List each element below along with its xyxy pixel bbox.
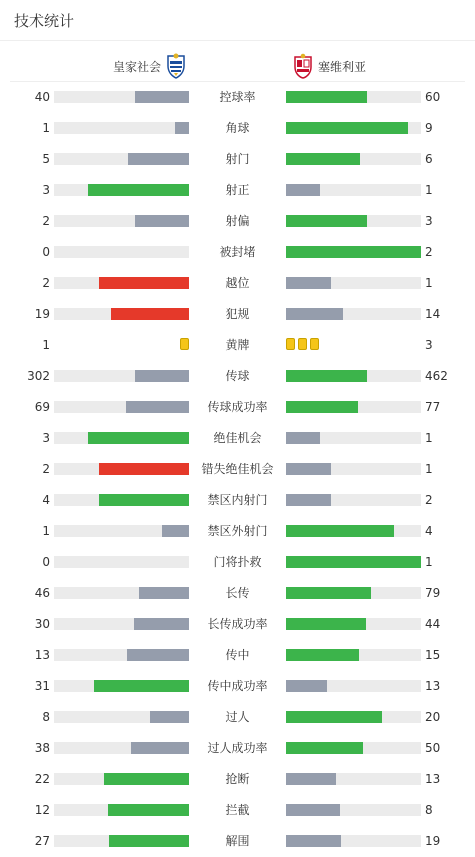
- home-stat-value: 1: [42, 121, 50, 135]
- stat-row: [0, 834, 475, 848]
- real-sociedad-crest-icon: [165, 53, 187, 79]
- away-stat-bar: [286, 401, 358, 413]
- away-stat-value: 2: [425, 493, 433, 507]
- stat-row: [0, 183, 475, 197]
- away-stat-bar: [286, 804, 340, 816]
- stat-label: 错失绝佳机会: [201, 462, 274, 476]
- away-stat-value: 3: [425, 214, 433, 228]
- yellow-card-icon: [310, 338, 319, 350]
- away-stat-bar: [286, 742, 363, 754]
- away-stat-value: 1: [425, 276, 433, 290]
- home-stat-bar-track: [54, 711, 189, 723]
- away-stat-bar: [286, 773, 336, 785]
- stat-label: 拦截: [225, 803, 250, 817]
- home-stat-value: 302: [27, 369, 50, 383]
- page-title: 技术统计: [14, 12, 75, 30]
- home-stat-value: 5: [42, 152, 50, 166]
- away-stat-value: 6: [425, 152, 433, 166]
- home-stat-value: 3: [42, 431, 50, 445]
- stat-row: [0, 121, 475, 135]
- home-stat-value: 2: [42, 462, 50, 476]
- stat-label: 角球: [225, 121, 250, 135]
- stat-label: 绝佳机会: [213, 431, 262, 445]
- stat-label: 传中成功率: [207, 679, 268, 693]
- stat-label: 禁区内射门: [207, 493, 268, 507]
- away-stat-bar: [286, 277, 331, 289]
- away-stat-value: 13: [425, 679, 441, 693]
- home-stat-bar: [127, 649, 189, 661]
- away-stat-value: 79: [425, 586, 441, 600]
- home-stat-bar-track: [54, 525, 189, 537]
- home-stat-value: 19: [34, 307, 50, 321]
- away-stat-bar-track: [286, 804, 421, 816]
- stat-label: 抢断: [225, 772, 250, 786]
- home-stat-value: 1: [42, 524, 50, 538]
- away-stat-bar-track: [286, 246, 421, 258]
- stat-label: 被封堵: [219, 245, 256, 259]
- stat-label: 长传: [225, 586, 250, 600]
- away-stat-bar: [286, 711, 382, 723]
- stat-label: 门将扑救: [213, 555, 262, 569]
- stat-label: 禁区外射门: [207, 524, 268, 538]
- stat-row: [0, 772, 475, 786]
- home-stat-bar-track: [54, 773, 189, 785]
- home-stat-bar: [94, 680, 189, 692]
- away-stat-bar-track: [286, 401, 421, 413]
- stat-label: 射门: [225, 152, 250, 166]
- away-stat-bar-track: [286, 587, 421, 599]
- stat-row: [0, 369, 475, 383]
- home-stat-bar-track: [54, 835, 189, 847]
- home-stat-bar-track: [54, 277, 189, 289]
- away-stat-bar: [286, 587, 371, 599]
- away-stat-bar-track: [286, 463, 421, 475]
- away-stat-value: 8: [425, 803, 433, 817]
- away-team[interactable]: [292, 53, 366, 79]
- home-stat-bar: [104, 773, 189, 785]
- home-stat-bar-track: [54, 680, 189, 692]
- home-stat-bar-track: [54, 91, 189, 103]
- stat-row: [0, 152, 475, 166]
- home-yellow-cards: [180, 338, 189, 350]
- home-stat-bar: [175, 122, 189, 134]
- away-stat-value: 1: [425, 431, 433, 445]
- away-stat-value: 1: [425, 183, 433, 197]
- stat-row: [0, 493, 475, 507]
- away-stat-bar-track: [286, 91, 421, 103]
- stat-label: 犯规: [225, 307, 250, 321]
- home-stat-value: 46: [34, 586, 50, 600]
- away-stat-value: 13: [425, 772, 441, 786]
- stat-label: 长传成功率: [207, 617, 268, 631]
- away-stat-value: 2: [425, 245, 433, 259]
- home-stat-bar-track: [54, 370, 189, 382]
- away-stat-value: 19: [425, 834, 441, 848]
- home-stat-value: 3: [42, 183, 50, 197]
- home-stat-bar: [88, 432, 189, 444]
- away-stat-value: 3: [425, 338, 433, 352]
- away-stat-bar-track: [286, 432, 421, 444]
- away-yellow-cards: [286, 338, 319, 350]
- away-stat-bar-track: [286, 773, 421, 785]
- stat-label: 射偏: [225, 214, 250, 228]
- home-stat-value: 0: [42, 555, 50, 569]
- away-stat-bar-track: [286, 556, 421, 568]
- divider: [0, 40, 475, 41]
- away-stat-bar-track: [286, 184, 421, 196]
- home-stat-value: 2: [42, 276, 50, 290]
- away-stat-bar: [286, 153, 360, 165]
- away-stat-bar-track: [286, 277, 421, 289]
- stat-row: [0, 803, 475, 817]
- home-stat-bar: [128, 153, 189, 165]
- away-stat-bar-track: [286, 742, 421, 754]
- home-stat-value: 2: [42, 214, 50, 228]
- home-stat-bar-track: [54, 246, 189, 258]
- home-stat-value: 1: [42, 338, 50, 352]
- away-stat-value: 15: [425, 648, 441, 662]
- stat-row: [0, 431, 475, 445]
- away-stat-bar-track: [286, 618, 421, 630]
- home-stat-bar-track: [54, 804, 189, 816]
- stat-label: 控球率: [219, 90, 256, 104]
- yellow-card-icon: [286, 338, 295, 350]
- home-stat-value: 30: [34, 617, 50, 631]
- home-stat-value: 13: [34, 648, 50, 662]
- home-stat-bar-track: [54, 401, 189, 413]
- home-stat-bar: [131, 742, 189, 754]
- away-stat-value: 1: [425, 462, 433, 476]
- stat-row: [0, 586, 475, 600]
- stat-row: [0, 90, 475, 104]
- stat-row: [0, 679, 475, 693]
- home-stat-bar-track: [54, 587, 189, 599]
- away-stat-bar-track: [286, 494, 421, 506]
- away-stat-bar-track: [286, 525, 421, 537]
- home-stat-bar-track: [54, 215, 189, 227]
- stat-label: 传球成功率: [207, 400, 268, 414]
- away-stat-bar-track: [286, 711, 421, 723]
- yellow-card-icon: [298, 338, 307, 350]
- stat-label: 解围: [225, 834, 250, 848]
- stat-label: 传球: [225, 369, 250, 383]
- home-stat-bar: [135, 91, 189, 103]
- yellow-card-icon: [180, 338, 189, 350]
- sevilla-crest-icon: [292, 53, 314, 79]
- home-stat-bar-track: [54, 153, 189, 165]
- away-stat-bar: [286, 835, 341, 847]
- away-stat-bar-track: [286, 122, 421, 134]
- away-stat-bar: [286, 556, 421, 568]
- away-stat-bar: [286, 680, 327, 692]
- away-stat-bar: [286, 184, 320, 196]
- away-stat-bar-track: [286, 649, 421, 661]
- home-stat-bar: [99, 277, 189, 289]
- away-stat-bar: [286, 649, 359, 661]
- home-stat-bar: [150, 711, 189, 723]
- away-stat-value: 9: [425, 121, 433, 135]
- stat-row: [0, 710, 475, 724]
- home-stat-bar: [162, 525, 189, 537]
- stat-row: [0, 400, 475, 414]
- home-stat-bar: [99, 463, 189, 475]
- stat-label: 越位: [225, 276, 250, 290]
- home-team-name: 皇家社会: [112, 59, 161, 74]
- away-stat-bar: [286, 215, 367, 227]
- home-stat-bar: [88, 184, 189, 196]
- home-stat-bar: [99, 494, 189, 506]
- away-stat-bar: [286, 370, 367, 382]
- away-stat-bar: [286, 122, 408, 134]
- stat-label: 过人: [225, 710, 250, 724]
- home-stat-bar: [135, 370, 189, 382]
- stat-label: 过人成功率: [207, 741, 268, 755]
- away-stat-bar-track: [286, 215, 421, 227]
- away-stat-bar: [286, 308, 343, 320]
- away-stat-value: 50: [425, 741, 441, 755]
- home-stat-bar-track: [54, 494, 189, 506]
- away-stat-value: 1: [425, 555, 433, 569]
- home-stat-bar: [139, 587, 189, 599]
- stat-label: 射正: [225, 183, 250, 197]
- home-stat-value: 27: [34, 834, 50, 848]
- away-stat-value: 462: [425, 369, 448, 383]
- home-stat-value: 12: [34, 803, 50, 817]
- home-stat-bar-track: [54, 184, 189, 196]
- home-stat-bar-track: [54, 432, 189, 444]
- home-stat-bar-track: [54, 649, 189, 661]
- away-team-name: 塞维利亚: [318, 59, 367, 74]
- home-stat-bar-track: [54, 122, 189, 134]
- home-stat-value: 4: [42, 493, 50, 507]
- away-stat-bar: [286, 432, 320, 444]
- away-stat-bar: [286, 494, 331, 506]
- away-stat-bar-track: [286, 153, 421, 165]
- home-stat-value: 31: [34, 679, 50, 693]
- home-stat-value: 0: [42, 245, 50, 259]
- home-stat-bar: [109, 835, 189, 847]
- away-stat-bar: [286, 463, 331, 475]
- divider: [10, 81, 465, 82]
- stat-row: [0, 741, 475, 755]
- stat-label: 黄牌: [225, 338, 250, 352]
- home-stat-bar: [126, 401, 189, 413]
- home-stat-value: 8: [42, 710, 50, 724]
- away-stat-bar: [286, 91, 367, 103]
- home-stat-bar-track: [54, 618, 189, 630]
- home-stat-bar-track: [54, 742, 189, 754]
- home-stat-bar-track: [54, 556, 189, 568]
- stat-row: [0, 245, 475, 259]
- away-stat-value: 20: [425, 710, 441, 724]
- home-stat-bar: [134, 618, 189, 630]
- away-stat-bar-track: [286, 835, 421, 847]
- team-header: [0, 46, 475, 76]
- home-stat-value: 22: [34, 772, 50, 786]
- away-stat-bar: [286, 525, 394, 537]
- stat-row: [0, 524, 475, 538]
- stat-row: [0, 307, 475, 321]
- stat-row: [0, 214, 475, 228]
- home-stat-bar: [135, 215, 189, 227]
- home-stat-bar: [108, 804, 189, 816]
- home-stat-value: 38: [34, 741, 50, 755]
- home-stat-value: 69: [34, 400, 50, 414]
- away-stat-value: 44: [425, 617, 441, 631]
- away-stat-value: 60: [425, 90, 441, 104]
- home-stat-value: 40: [34, 90, 50, 104]
- stat-row: [0, 338, 475, 352]
- stat-row: [0, 617, 475, 631]
- stat-row: [0, 648, 475, 662]
- away-stat-bar-track: [286, 680, 421, 692]
- home-stat-bar-track: [54, 308, 189, 320]
- home-stat-bar-track: [54, 463, 189, 475]
- stat-row: [0, 462, 475, 476]
- home-stat-bar: [111, 308, 189, 320]
- away-stat-value: 14: [425, 307, 441, 321]
- stat-row: [0, 555, 475, 569]
- away-stat-value: 77: [425, 400, 441, 414]
- away-stat-bar: [286, 618, 366, 630]
- away-stat-value: 4: [425, 524, 433, 538]
- away-stat-bar-track: [286, 308, 421, 320]
- stat-row: [0, 276, 475, 290]
- home-team[interactable]: [113, 53, 187, 79]
- stat-label: 传中: [225, 648, 250, 662]
- away-stat-bar: [286, 246, 421, 258]
- away-stat-bar-track: [286, 370, 421, 382]
